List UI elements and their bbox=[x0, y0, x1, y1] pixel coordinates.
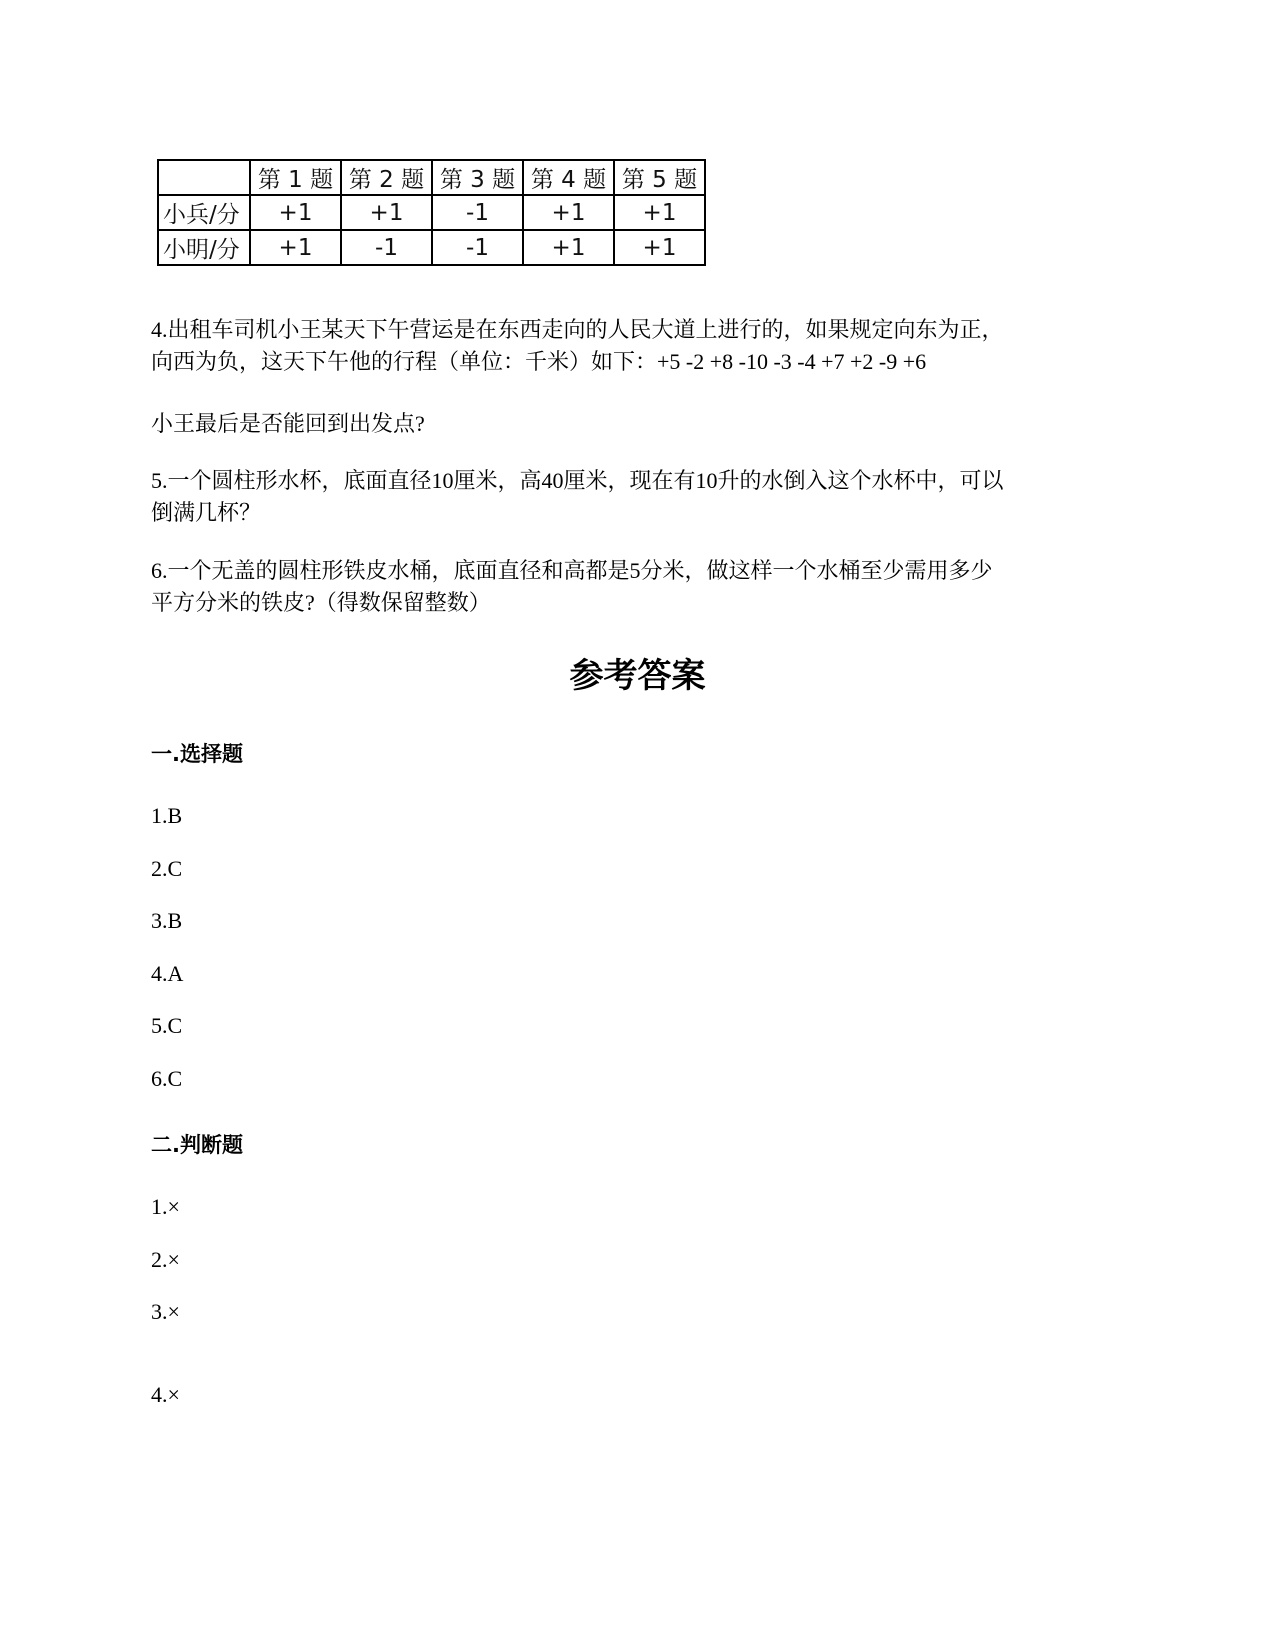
table-row bbox=[158, 195, 705, 230]
question-4 bbox=[151, 314, 1131, 378]
score-table bbox=[157, 159, 706, 266]
question-5-line-2: 倒满几杯？ bbox=[151, 500, 262, 525]
table-cell: +1 bbox=[250, 195, 341, 230]
answer-item: 2.C bbox=[151, 856, 183, 881]
table-header-cell: 第 3 题 bbox=[432, 160, 523, 195]
table-row-label: 小兵/分 bbox=[158, 195, 250, 230]
table-row bbox=[158, 230, 705, 265]
question-6-line-1: 6.一个无盖的圆柱形铁皮水桶，底面直径和高都是5分米，做这样一个水桶至少需用多少 bbox=[151, 558, 993, 583]
question-4-line-1: 4.出租车司机小王某天下午营运是在东西走向的人民大道上进行的，如果规定向东为正， bbox=[151, 317, 1004, 342]
table-cell: +1 bbox=[250, 230, 341, 265]
answer-item: 2.× bbox=[151, 1247, 180, 1272]
answer-item: 4.A bbox=[151, 961, 184, 986]
table-cell: +1 bbox=[614, 195, 705, 230]
question-6-line-2: 平方分米的铁皮?（得数保留整数） bbox=[151, 590, 491, 615]
table-cell: +1 bbox=[614, 230, 705, 265]
question-5-line-1: 5.一个圆柱形水杯，底面直径10厘米，高40厘米，现在有10升的水倒入这个水杯中，可以 bbox=[151, 468, 1004, 493]
question-6 bbox=[151, 555, 1131, 619]
answer-item: 5.C bbox=[151, 1013, 183, 1038]
section-judgement-title: 二.判断题 bbox=[151, 1133, 243, 1157]
table-cell: -1 bbox=[432, 230, 523, 265]
table-header-cell: 第 2 题 bbox=[341, 160, 432, 195]
table-cell: -1 bbox=[341, 230, 432, 265]
table-corner-cell bbox=[158, 160, 250, 195]
table-row-label: 小明/分 bbox=[158, 230, 250, 265]
table-cell: +1 bbox=[341, 195, 432, 230]
table-header-cell: 第 5 题 bbox=[614, 160, 705, 195]
answer-item: 6.C bbox=[151, 1066, 183, 1091]
question-5 bbox=[151, 465, 1131, 529]
answer-item: 3.B bbox=[151, 908, 183, 933]
table-cell: +1 bbox=[523, 230, 614, 265]
question-4-line-2: 向西为负，这天下午他的行程（单位：千米）如下：+5 -2 +8 -10 -3 -4 +7 +2 -9 +6 bbox=[151, 349, 927, 374]
answer-item: 4.× bbox=[151, 1382, 180, 1407]
table-cell: +1 bbox=[523, 195, 614, 230]
answer-item: 1.B bbox=[151, 803, 183, 828]
table-header-cell: 第 1 题 bbox=[250, 160, 341, 195]
section-choice-title: 一.选择题 bbox=[151, 742, 243, 766]
answers-title: 参考答案 bbox=[569, 656, 706, 696]
table-header-row bbox=[158, 160, 705, 195]
table-cell: -1 bbox=[432, 195, 523, 230]
table-header-cell: 第 4 题 bbox=[523, 160, 614, 195]
answer-item: 3.× bbox=[151, 1299, 180, 1324]
answer-item: 1.× bbox=[151, 1194, 180, 1219]
question-4-ask: 小王最后是否能回到出发点? bbox=[151, 411, 425, 436]
